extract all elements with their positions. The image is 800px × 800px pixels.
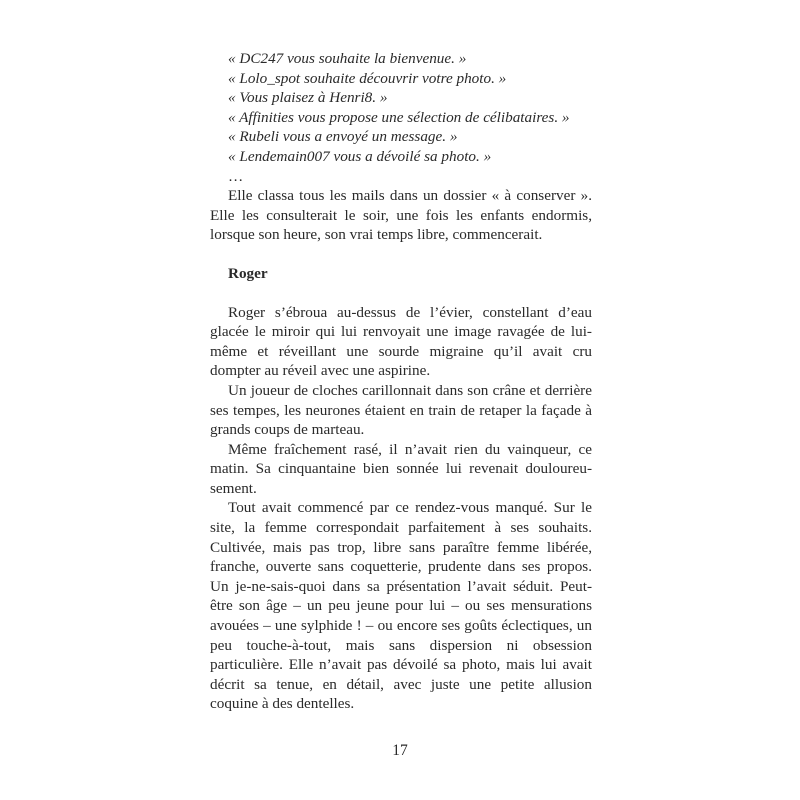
message-line: « Affinities vous propose une sélection de célibataires. » <box>228 108 570 126</box>
paragraph: Elle classa tous les mails dans un dossier « à conserver ». Elle les consulterait le soir, une fois les enfants endormis, lorsque son heure, son vrai temps libre, commencerait. <box>210 187 592 244</box>
paragraph: Roger s’ébroua au-dessus de l’évier, constellant d’eau glacée le miroir qui lui renvoyait une image ravagée de lui-même et réveillant une sourde migraine qu’il avait cru dompter au réveil avec une aspirine. <box>210 303 592 380</box>
message-line: « Vous plaisez à Henri8. » <box>228 89 388 107</box>
paragraph: Tout avait commencé par ce rendez-vous manqué. Sur le site, la femme correspondait parfaitement à ses souhaits. Cultivée, mais pas trop, libre sans paraître femme libérée, franche, ouverte sans coquetterie, prudente dans ses propos. Un je-ne-sais-quoi dans sa présentation l’avait séduit. Peut-être son âge – un peu jeune pour lui – ou ses mensurations avouées – une sylphide ! – ou encore ses goûts éclectiques, un peu touche-à-tout, mais sans dispersion ni obsession particulière. Elle n’avait pas dévoilé sa photo, mais lui avait décrit sa tenue, en détail, avec juste une petite allusion coquine à des dentelles. <box>210 499 592 713</box>
paragraph: Même fraîchement rasé, il n’avait rien du vainqueur, ce matin. Sa cinquantaine bien sonnée lui revenait douloureusement. <box>210 440 592 497</box>
page-number: 17 <box>392 742 408 759</box>
message-line: « Rubeli vous a envoyé un message. » <box>228 128 458 146</box>
page-text <box>210 49 592 714</box>
paragraph: Un joueur de cloches carillonnait dans son crâne et derrière ses tempes, les neurones étaient en train de retaper la façade à grands coups de marteau. <box>210 381 592 439</box>
message-line: « Lendemain007 vous a dévoilé sa photo. » <box>228 147 492 165</box>
ellipsis-line: … <box>228 167 244 185</box>
section-heading: Roger <box>228 264 268 282</box>
message-line: « DC247 vous souhaite la bienvenue. » <box>228 50 467 67</box>
message-line: « Lolo_spot souhaite découvrir votre photo. » <box>228 69 507 87</box>
